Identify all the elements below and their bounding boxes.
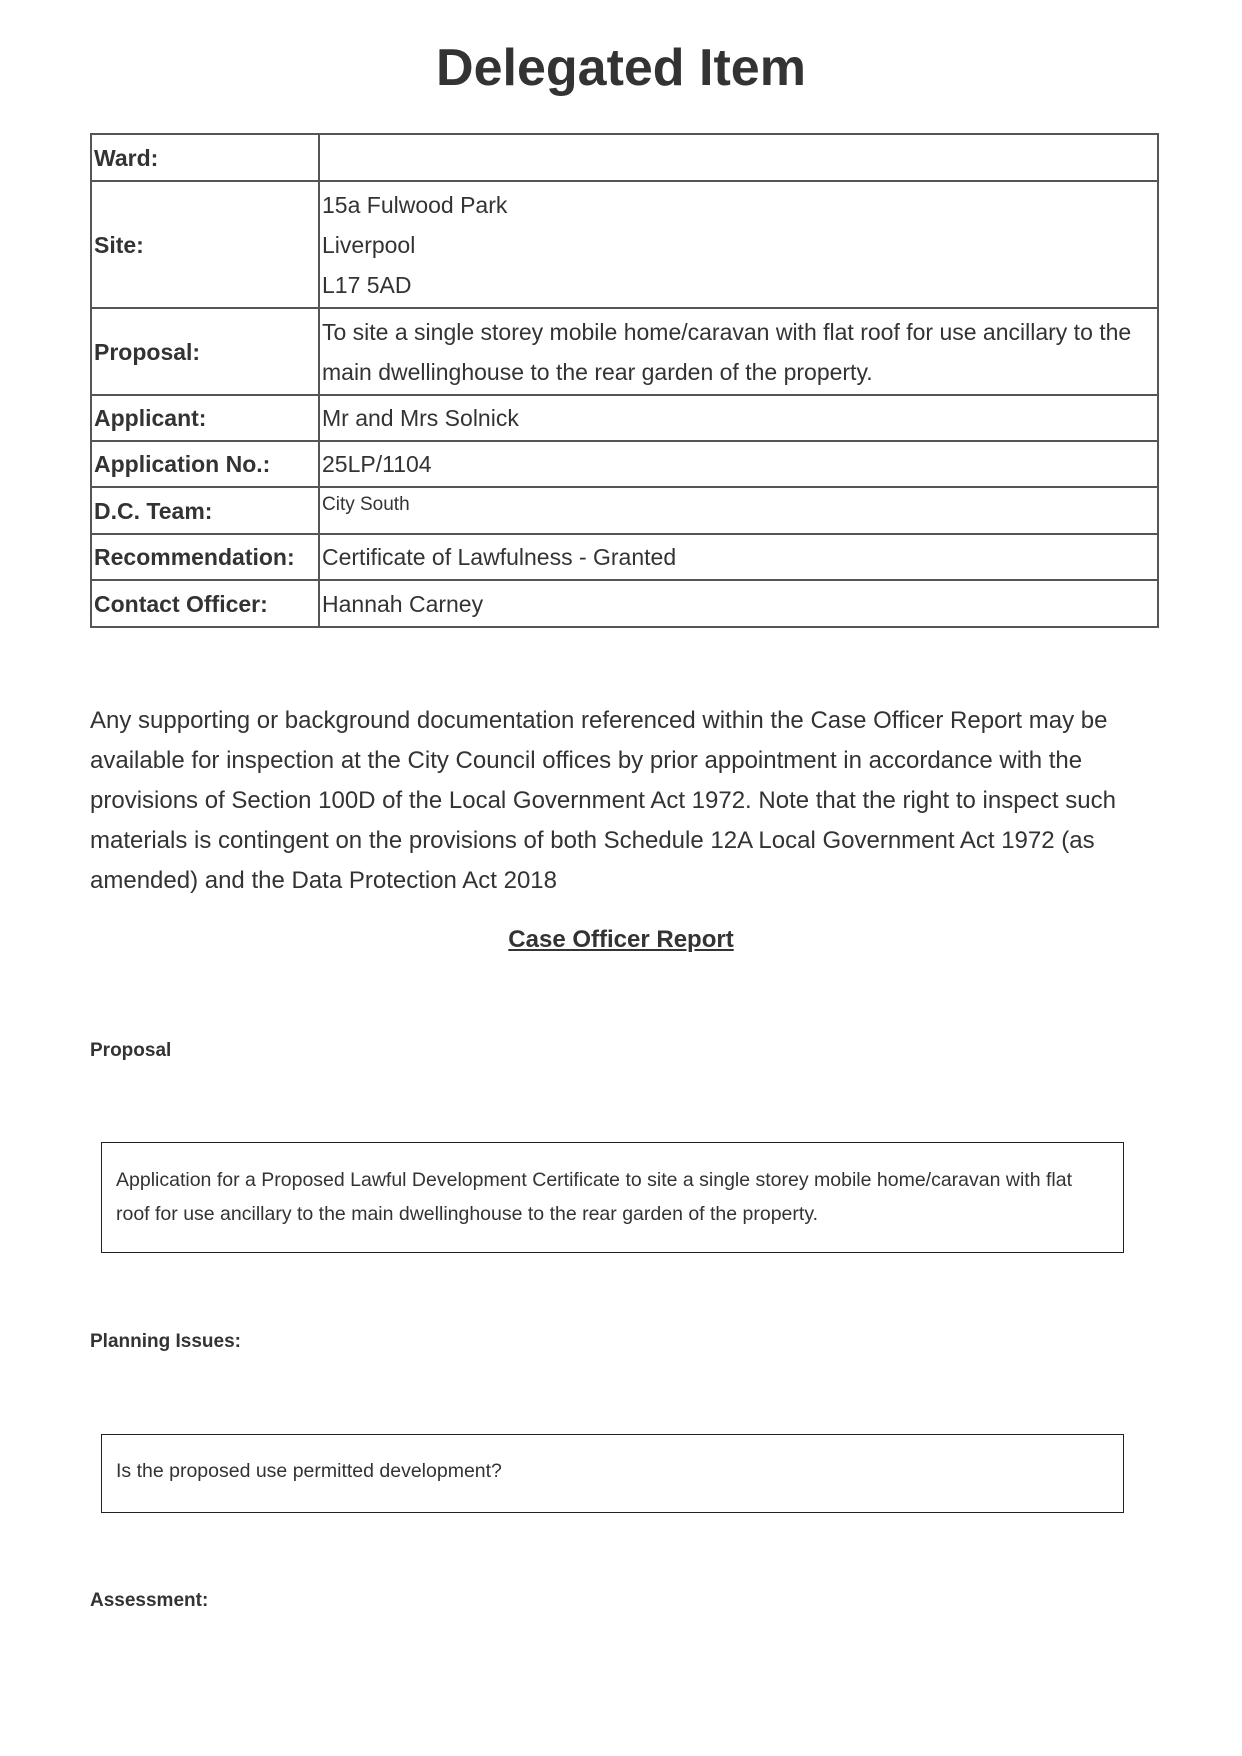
page-title: Delegated Item — [436, 39, 806, 97]
table-row-site — [91, 181, 1158, 308]
table-row-application-no — [91, 441, 1158, 487]
planning-issues-heading: Planning Issues: — [90, 1331, 241, 1352]
ward-value — [319, 134, 1158, 181]
dc-team-label: D.C. Team: — [91, 487, 319, 534]
contact-officer-label: Contact Officer: — [91, 580, 319, 627]
recommendation-value: Certificate of Lawfulness - Granted — [319, 534, 1158, 580]
applicant-label: Applicant: — [91, 395, 319, 441]
applicant-value: Mr and Mrs Solnick — [319, 395, 1158, 441]
application-no-value: 25LP/1104 — [319, 441, 1158, 487]
site-line: L17 5AD — [322, 271, 412, 298]
table-row-dc-team — [91, 487, 1158, 534]
table-row-recommendation — [91, 534, 1158, 580]
application-details-table — [90, 133, 1159, 628]
table-row-proposal — [91, 308, 1158, 395]
dc-team-value: City South — [319, 487, 1158, 534]
site-line: 15a Fulwood Park — [322, 191, 508, 218]
proposal-box: Application for a Proposed Lawful Development Certificate to site a single storey mobile home/caravan with flat roof for use ancillary to the main dwellinghouse to the rear garden of the property. — [101, 1142, 1124, 1253]
ward-label: Ward: — [91, 134, 319, 181]
site-value — [319, 181, 1158, 308]
proposal-value: To site a single storey mobile home/caravan with flat roof for use ancillary to the main dwellinghouse to the rear garden of the property. — [319, 308, 1158, 395]
recommendation-label: Recommendation: — [91, 534, 319, 580]
documentation-notice: Any supporting or background documentation referenced within the Case Officer Report may be available for inspection at the City Council offices by prior appointment in accordance with the provisions of Section 100D of the Local Government Act 1972. Note that the right to inspect such materials is contingent on the provisions of both Schedule 12A Local Government Act 1972 (as amended) and the Data Protection Act 2018 — [90, 707, 1116, 894]
table-row-ward — [91, 134, 1158, 181]
site-line: Liverpool — [322, 231, 416, 258]
site-label: Site: — [91, 181, 319, 308]
table-row-applicant — [91, 395, 1158, 441]
table-row-contact-officer — [91, 580, 1158, 627]
assessment-heading: Assessment: — [90, 1590, 209, 1611]
case-officer-report-heading: Case Officer Report — [508, 926, 734, 953]
proposal-heading: Proposal — [90, 1040, 172, 1061]
contact-officer-value: Hannah Carney — [319, 580, 1158, 627]
planning-issues-box: Is the proposed use permitted development? — [101, 1434, 1124, 1513]
proposal-label: Proposal: — [91, 308, 319, 395]
application-no-label: Application No.: — [91, 441, 319, 487]
